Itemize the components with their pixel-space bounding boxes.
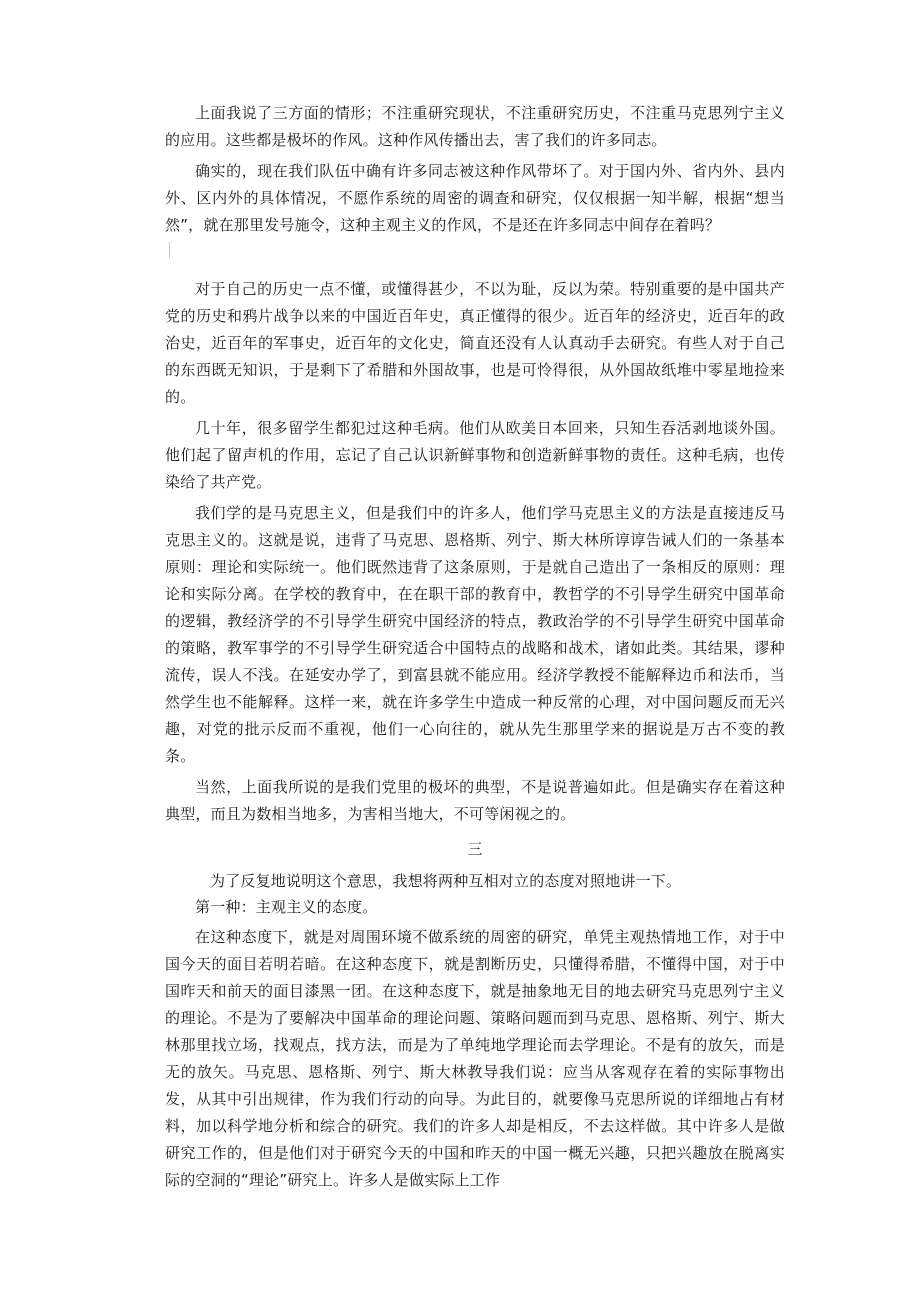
intro-paragraph: 为了反复地说明这个意思，我想将两种互相对立的态度对照地讲一下。 bbox=[210, 872, 682, 890]
paragraph-2: 确实的，现在我们队伍中确有许多同志被这种作风带坏了。对于国内外、省内外、县内外、区内外的具体情况，不愿作系统的周密的调查和研究，仅仅根据一知半解，根据“想当然”，就在那里发号施令，这种主观主义的作风，不是还在许多同志中间存在着吗？ bbox=[165, 162, 785, 234]
text-cursor bbox=[169, 242, 171, 258]
paragraph-4: 几十年，很多留学生都犯过这种毛病。他们从欧美日本回来，只知生吞活剥地谈外国。他们起了留声机的作用，忘记了自己认识新鲜事物和创造新鲜事物的责任。这种毛病，也传染给了共产党。 bbox=[165, 419, 785, 491]
paragraph-5: 我们学的是马克思主义，但是我们中的许多人，他们学马克思主义的方法是直接违反马克思主义的。这就是说，违背了马克思、恩格斯、列宁、斯大林所谆谆告诫人们的一条基本原则：理论和实际统一。他们既然违背了这条原则，于是就自己造出了一条相反的原则：理论和实际分离。在学校的教育中，在在职干部的教育中，教哲学的不引导学生研究中国革命的逻辑，教经济学的不引导学生研究中国经济的特点，教政治学的不引导学生研究中国革命的策略，教军事学的不引导学生研究适合中国特点的战略和战术，诸如此类。其结果，谬种流传，误人不浅。在延安办学了，到富县就不能应用。经济学教授不能解释边币和法币，当然学生也不能解释。这样一来，就在许多学生中造成一种反常的心理，对中国问题反而无兴趣，对党的批示反而不重视，他们一心向往的，就从先生那里学来的据说是万古不变的教条。 bbox=[165, 504, 785, 765]
first-kind-line: 第一种：主观主义的态度。 bbox=[195, 898, 378, 916]
paragraph-1: 上面我说了三方面的情形；不注重研究现状，不注重研究历史，不注重马克思列宁主义的应用。这些都是极坏的作风。这种作风传播出去，害了我们的许多同志。 bbox=[165, 104, 785, 149]
document-page bbox=[165, 100, 785, 1194]
paragraph-6: 当然，上面我所说的是我们党里的极坏的典型，不是说普遍如此。但是确实存在着这种典型，而且为数相当地多，为害相当地大，不可等闲视之的。 bbox=[165, 778, 785, 823]
paragraph-3: 对于自己的历史一点不懂，或懂得甚少，不以为耻，反以为荣。特别重要的是中国共产党的历史和鸦片战争以来的中国近百年史，真正懂得的很少。近百年的经济史，近百年的政治史，近百年的军事史，近百年的文化史，简直还没有人认真动手去研究。有些人对于自己的东西既无知识，于是剩下了希腊和外国故事，也是可怜得很，从外国故纸堆中零星地捡来的。 bbox=[165, 280, 785, 406]
last-paragraph: 在这种态度下，就是对周围环境不做系统的周密的研究，单凭主观热情地工作，对于中国今天的面目若明若暗。在这种态度下，就是割断历史，只懂得希腊，不懂得中国，对于中国昨天和前天的面目漆黑一团。在这种态度下，就是抽象地无目的地去研究马克思列宁主义的理论。不是为了要解决中国革命的理论问题、策略问题而到马克思、恩格斯、列宁、斯大林那里找立场，找观点，找方法，而是为了单纯地学理论而去学理论。不是有的放矢，而是无的放矢。马克思、恩格斯、列宁、斯大林教导我们说：应当从客观存在着的实际事物出发，从其中引出规律，作为我们行动的向导。为此目的，就要像马克思所说的详细地占有材料，加以科学地分析和综合的研究。我们的许多人却是相反，不去这样做。其中许多人是做研究工作的，但是他们对于研究今天的中国和昨天的中国一概无兴趣，只把兴趣放在脱离实际的空洞的“理论”研究上。许多人是做实际上工作 bbox=[165, 928, 785, 1189]
section-heading: 三 bbox=[467, 840, 483, 858]
